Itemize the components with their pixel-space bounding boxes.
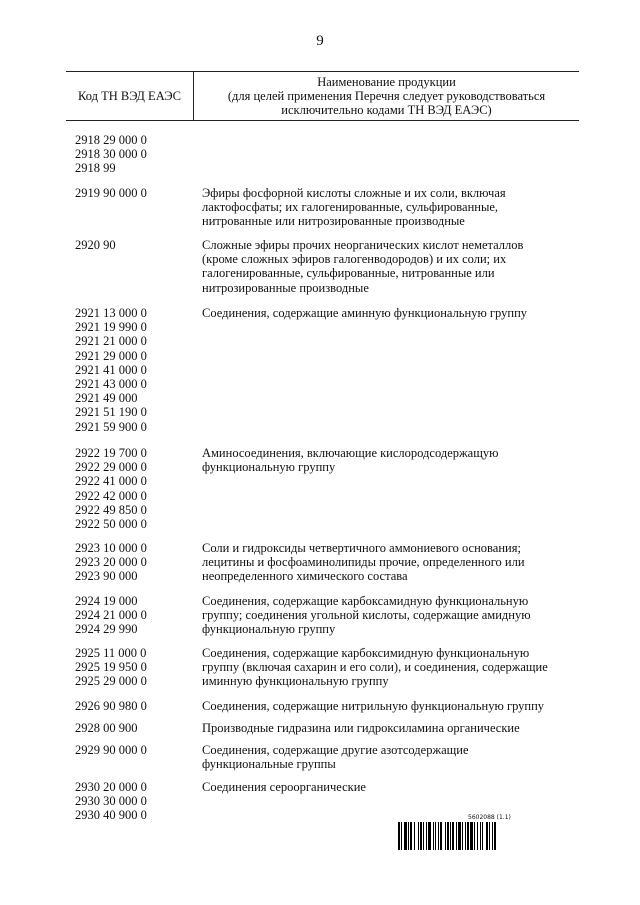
description-line: Соединения, содержащие другие азотсодержащие [202, 743, 469, 757]
description-line: Производные гидразина или гидроксиламина органические [202, 721, 520, 735]
tn-ved-code: 2921 19 990 0 [75, 320, 147, 335]
description-cell [202, 446, 572, 474]
code-cell [75, 541, 195, 584]
code-cell [75, 594, 195, 637]
description-line: Сложные эфиры прочих неорганических кислот неметаллов [202, 238, 524, 252]
tn-ved-code: 2928 00 900 [75, 721, 138, 735]
tn-ved-code: 2925 11 000 0 [75, 646, 147, 660]
description-line: галогенированные, сульфированные, нитрованные или [202, 266, 495, 281]
header-code-column: Код ТН ВЭД ЕАЭС [77, 88, 181, 103]
tn-ved-code: 2921 43 000 0 [75, 377, 147, 392]
description-cell [202, 646, 572, 689]
description-line: Соединения сероорганические [202, 780, 366, 794]
barcode-bar [496, 822, 497, 850]
description-cell [202, 780, 572, 794]
tn-ved-code: 2922 41 000 0 [75, 474, 147, 489]
stamp-number: 5602088 (1.1) [468, 814, 511, 821]
barcode [398, 822, 558, 850]
description-cell [202, 306, 572, 320]
tn-ved-code: 2923 90 000 [75, 569, 138, 584]
description-line: группу; соединения угольной кислоты, содержащие амидную [202, 608, 531, 623]
tn-ved-code: 2920 90 [75, 238, 116, 252]
header-name-line: (для целей применения Перечня следует руководствоваться [227, 89, 546, 103]
code-cell [75, 699, 195, 713]
header-name-line: Наименование продукции [317, 75, 456, 89]
description-line: (кроме сложных эфиров галогенводородов) и их соли; их [202, 252, 507, 267]
tn-ved-code: 2923 20 000 0 [75, 555, 147, 570]
description-cell [202, 699, 572, 713]
table-header [66, 71, 579, 121]
description-line: лактофосфаты; их галогенированные, сульфированные, [202, 200, 499, 215]
page-number: 9 [316, 33, 324, 49]
tn-ved-code: 2925 19 950 0 [75, 660, 147, 675]
tn-ved-code: 2924 21 000 0 [75, 608, 147, 623]
description-line: Соединения, содержащие аминную функциональную группу [202, 306, 528, 320]
tn-ved-code: 2922 50 000 0 [75, 517, 147, 532]
description-line: группу (включая сахарин и его соли), и соединения, содержащие [202, 660, 548, 675]
description-line: Соединения, содержащие нитрильную функциональную группу [202, 699, 545, 713]
header-name-column [194, 72, 579, 120]
code-cell [75, 446, 195, 531]
tn-ved-code: 2921 49 000 [75, 391, 138, 406]
tn-ved-code: 2918 30 000 0 [75, 147, 147, 162]
description-line: Соли и гидроксиды четвертичного аммониевого основания; [202, 541, 521, 555]
tn-ved-code: 2926 90 980 0 [75, 699, 147, 713]
tn-ved-code: 2921 41 000 0 [75, 362, 147, 377]
tn-ved-code: 2925 29 000 0 [75, 674, 147, 689]
tn-ved-code: 2923 10 000 0 [75, 541, 147, 555]
tn-ved-code: 2922 29 000 0 [75, 460, 147, 475]
code-cell [75, 780, 195, 823]
tn-ved-code: 2921 13 000 0 [75, 306, 147, 320]
tn-ved-code: 2921 51 190 0 [75, 405, 147, 420]
tn-ved-code: 2922 49 850 0 [75, 502, 147, 517]
tn-ved-code: 2924 19 000 [75, 594, 138, 608]
description-line: Соединения, содержащие карбоксимидную функциональную [202, 646, 530, 660]
tn-ved-code: 2930 30 000 0 [75, 794, 147, 809]
code-cell [75, 721, 195, 735]
document-stamp [398, 814, 558, 854]
description-line: иминную функциональную группу [202, 674, 389, 689]
description-line: Соединения, содержащие карбоксамидную функциональную [202, 594, 529, 608]
tn-ved-code: 2924 29 990 [75, 622, 138, 637]
tn-ved-code: 2922 42 000 0 [75, 488, 147, 503]
tn-ved-code: 2930 20 000 0 [75, 780, 147, 794]
code-cell [75, 306, 195, 434]
description-line: Аминосоединения, включающие кислородсодержащую [202, 446, 499, 460]
code-cell [75, 133, 195, 176]
description-line: функциональные группы [202, 757, 336, 772]
tn-ved-code: 2919 90 000 0 [75, 186, 147, 200]
description-cell [202, 721, 572, 735]
description-line: функциональную группу [202, 622, 336, 637]
tn-ved-code: 2918 99 [75, 161, 116, 176]
description-line: нитрованные или нитрозированные производные [202, 214, 465, 229]
code-cell [75, 743, 195, 757]
tn-ved-code: 2929 90 000 0 [75, 743, 147, 757]
tn-ved-code: 2921 21 000 0 [75, 334, 147, 349]
description-line: функциональную группу [202, 460, 336, 475]
description-line: нитрозированные производные [202, 280, 369, 295]
code-cell [75, 186, 195, 200]
tn-ved-code: 2921 29 000 0 [75, 348, 147, 363]
description-cell [202, 594, 572, 637]
code-cell [75, 646, 195, 689]
description-line: лецитины и фосфоаминолипиды прочие, определенного или [202, 555, 525, 570]
header-name-line: исключительно кодами ТН ВЭД ЕАЭС) [281, 103, 492, 117]
tn-ved-code: 2930 40 900 0 [75, 808, 147, 823]
description-cell [202, 186, 572, 229]
code-cell [75, 238, 195, 252]
tn-ved-code: 2921 59 900 0 [75, 419, 147, 434]
description-cell [202, 238, 572, 295]
tn-ved-code: 2922 19 700 0 [75, 446, 147, 460]
description-cell [202, 743, 572, 771]
tn-ved-code: 2918 29 000 0 [75, 133, 147, 147]
description-line: неопределенного химического состава [202, 569, 408, 584]
description-cell [202, 541, 572, 584]
description-line: Эфиры фосфорной кислоты сложные и их соли, включая [202, 186, 506, 200]
